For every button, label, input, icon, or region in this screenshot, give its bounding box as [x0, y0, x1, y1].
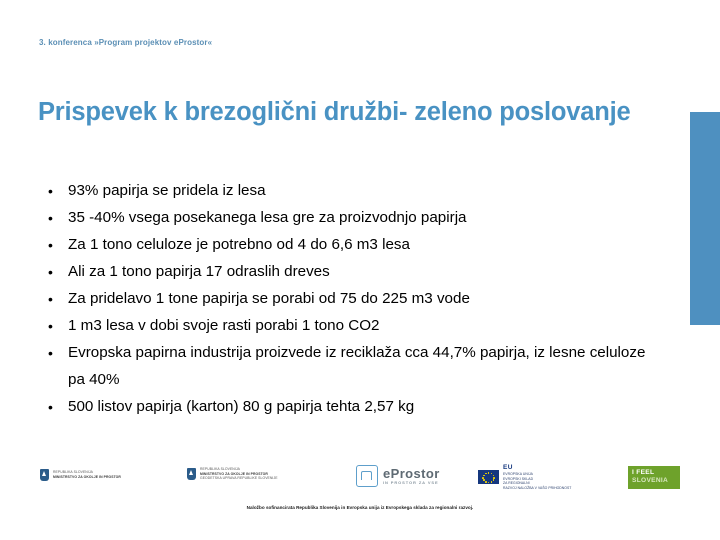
bullet-marker: • — [48, 345, 53, 361]
list-item-text: Za pridelavo 1 tone papirja se porabi od 75 do 225 m3 vode — [68, 290, 470, 307]
bullet-marker: • — [48, 237, 53, 253]
bullet-marker: • — [48, 318, 53, 334]
eu-logo-line1: EVROPSKA UNIJA — [503, 472, 533, 476]
list-item-text: 500 listov papirja (karton) 80 g papirja tehta 2,57 kg — [68, 397, 415, 415]
ministry-logo — [40, 469, 121, 481]
bullet-marker: • — [48, 291, 53, 307]
eprostor-name: eProstor — [383, 465, 440, 481]
eu-logo-lines — [503, 472, 571, 490]
logo-row — [0, 455, 720, 505]
list-item-text: Ali za 1 tono papirja 17 odraslih dreves — [68, 263, 330, 280]
i-feel-slovenia-logo — [628, 466, 680, 489]
eprostor-logo — [356, 465, 440, 487]
conference-eyebrow: 3. konferenca »Program projektov eProstor« — [39, 38, 213, 47]
eu-stars — [478, 470, 499, 484]
bullet-list — [42, 178, 654, 421]
bullet-marker: • — [48, 183, 53, 199]
list-item-text: 93% papirja se pridela iz lesa — [68, 182, 266, 199]
ministry-logo-line1: REPUBLIKA SLOVENIJA — [53, 470, 93, 475]
surveying-authority-logo — [187, 467, 278, 481]
list-item-text: 1 m3 lesa v dobi svoje rasti porabi 1 tono CO2 — [68, 317, 380, 334]
eprostor-tagline: IN PROSTOR ZA VSE — [383, 479, 439, 485]
list-item — [42, 205, 654, 232]
right-accent-bar — [690, 112, 720, 325]
list-item — [42, 232, 654, 259]
funding-note: Naložbo sofinancirata Republika Slovenija in Evropska unija iz Evropskega sklada za regionalni razvoj. — [246, 505, 474, 510]
eu-logo-text — [503, 464, 571, 490]
eprostor-logo-text — [383, 467, 440, 486]
list-item-text: Za 1 tono celuloze je potrebno od 4 do 6,6 m3 lesa — [68, 236, 410, 253]
i-feel-slovenia-badge — [628, 466, 680, 489]
list-item-text: 35 -40% vsega posekanega lesa gre za proizvodnjo papirja — [68, 209, 467, 226]
bullet-marker: • — [48, 398, 53, 415]
eu-logo — [478, 464, 571, 490]
list-item — [42, 286, 654, 313]
eu-top-label: EU — [503, 464, 513, 471]
i-feel-slovenia-line1: I FEEL — [632, 469, 655, 476]
bullet-marker: • — [48, 210, 53, 226]
bullet-marker: • — [48, 264, 53, 280]
gurs-logo-line1: REPUBLIKA SLOVENIJA — [200, 467, 240, 471]
list-item — [42, 394, 654, 421]
list-item-text: Evropska papirna industrija proizvede iz reciklaža cca 44,7% papirja, iz lesne celuloze pa 40% — [68, 344, 646, 388]
list-item — [42, 178, 654, 205]
eu-logo-line4: RAZVOJ NALOŽBA V VAŠO PRIHODNOST — [503, 485, 572, 490]
footer — [0, 455, 720, 540]
i-feel-slovenia-line2: SLOVENIA — [632, 476, 669, 484]
ministry-logo-text — [53, 470, 121, 479]
slovenia-coat-of-arms-icon — [187, 468, 196, 480]
gurs-logo-line2: MINISTRSTVO ZA OKOLJE IN PROSTOR — [200, 471, 268, 476]
page-title: Prispevek k brezoglični družbi- zeleno poslovanje — [38, 98, 631, 127]
gurs-logo-line3: GEODETSKA UPRAVA REPUBLIKE SLOVENIJE — [200, 476, 278, 481]
list-item — [42, 313, 654, 340]
list-item — [42, 340, 654, 393]
ministry-logo-line2: MINISTRSTVO ZA OKOLJE IN PROSTOR — [53, 475, 121, 479]
eprostor-house-icon — [356, 465, 378, 487]
eu-logo-line3: ZA REGIONALNI — [503, 481, 530, 485]
eu-logo-line2: EVROPSKI SKLAD — [503, 476, 534, 481]
list-item — [42, 259, 654, 286]
eu-flag-icon — [478, 470, 499, 484]
surveying-authority-logo-text — [200, 467, 278, 481]
slovenia-coat-of-arms-icon — [40, 469, 49, 481]
